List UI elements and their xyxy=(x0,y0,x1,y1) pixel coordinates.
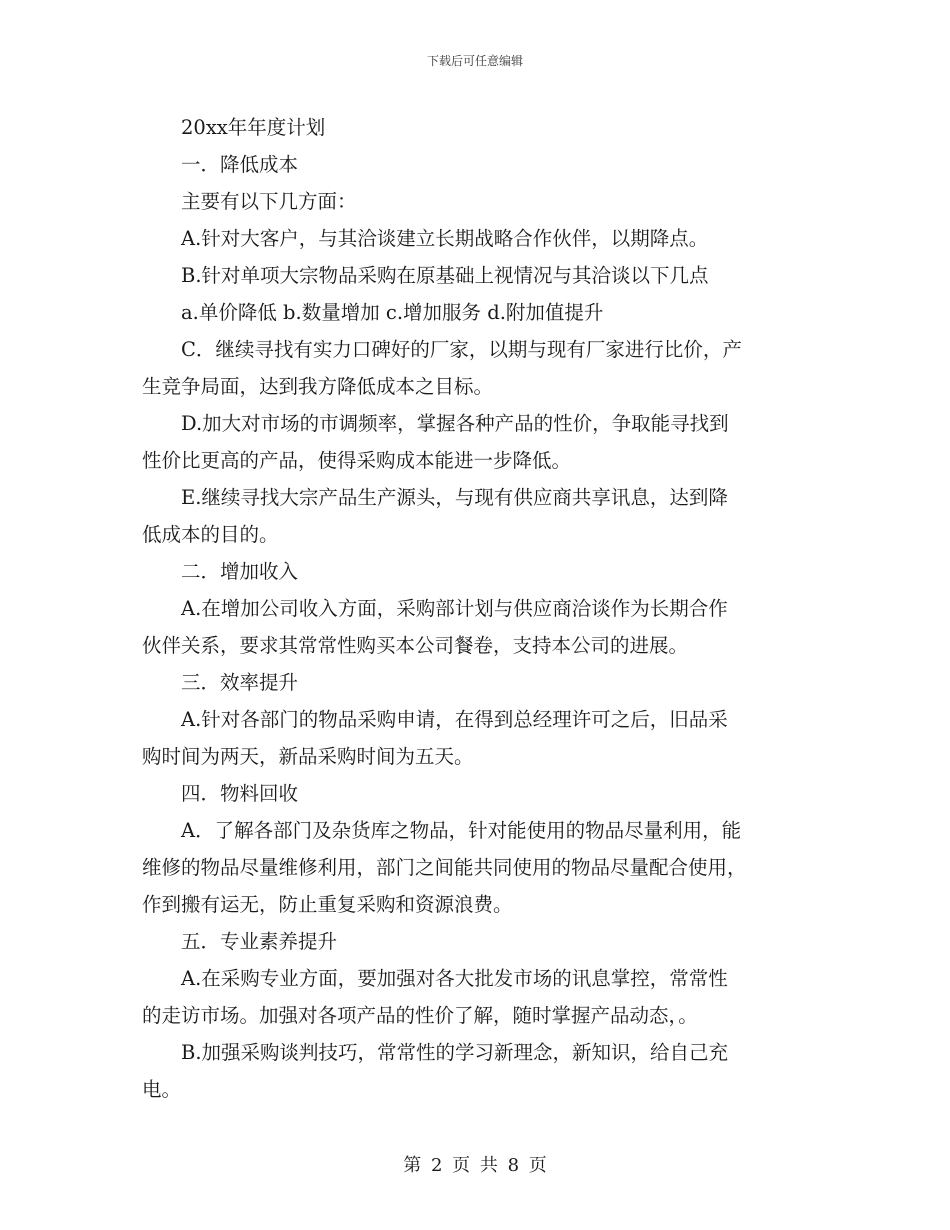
section-5-item-b xyxy=(142,1039,810,1103)
section-3-heading: 三．效率提升 xyxy=(181,671,299,694)
section-1-item-e xyxy=(142,484,810,548)
section-4-heading: 四．物料回收 xyxy=(181,782,299,805)
page-header: 下载后可任意编辑 xyxy=(426,54,523,68)
section-1-item-c-line-1: C．继续寻找有实力口碑好的厂家，以期与现有厂家进行比价，产 xyxy=(181,338,742,361)
section-1-item-a: A.针对大客户，与其洽谈建立长期战略合作伙伴，以期降点。 xyxy=(181,227,709,250)
section-2-item-a-line-1: A.在增加公司收入方面，采购部计划与供应商洽谈作为长期合作 xyxy=(181,597,728,620)
section-1-intro: 主要有以下几方面： xyxy=(181,190,357,213)
section-4-item-a-line-3: 作到搬有运无，防止重复采购和资源浪费。 xyxy=(142,893,513,916)
section-5-item-b-line-2: 电。 xyxy=(142,1078,182,1101)
section-1-item-d-line-2: 性价比更高的产品，使得采购成本能进一步降低。 xyxy=(142,449,572,472)
section-4-item-a-line-1: A．了解各部门及杂货库之物品，针对能使用的物品尽量利用，能 xyxy=(181,819,742,842)
section-1-item-e-line-2: 低成本的目的。 xyxy=(142,523,279,546)
section-1-item-c-line-2: 生竞争局面，达到我方降低成本之目标。 xyxy=(142,375,494,398)
section-3-item-a-line-2: 购时间为两天，新品采购时间为五天。 xyxy=(142,745,474,768)
page-footer: 第 2 页 共 8 页 xyxy=(403,1155,547,1176)
section-4-item-a-line-2: 维修的物品尽量维修利用，部门之间能共同使用的物品尽量配合使用， xyxy=(142,856,747,879)
section-1-item-b: B.针对单项大宗物品采购在原基础上视情况与其洽谈以下几点 xyxy=(181,264,709,287)
section-2-heading: 二．增加收入 xyxy=(181,560,299,583)
section-4-item-a xyxy=(142,817,810,918)
section-5-item-b-line-1: B.加强采购谈判技巧，常常性的学习新理念，新知识，给自己充 xyxy=(181,1041,729,1064)
section-1-item-e-line-1: E.继续寻找大宗产品生产源头，与现有供应商共享讯息，达到降 xyxy=(181,486,728,509)
section-2-item-a xyxy=(142,595,810,659)
section-5-item-a xyxy=(142,965,810,1029)
section-2-item-a-line-2: 伙伴关系，要求其常常性购买本公司餐卷，支持本公司的进展。 xyxy=(142,634,689,657)
section-5-item-a-line-2: 的走访市场。加强对各项产品的性价了解，随时掌握产品动态，。 xyxy=(142,1004,698,1027)
section-1-heading: 一．降低成本 xyxy=(181,153,299,176)
section-1-item-c xyxy=(142,336,810,400)
section-5-item-a-line-1: A.在采购专业方面，要加强对各大批发市场的讯息掌控，常常性 xyxy=(181,967,728,990)
document-title: 20xx年年度计划 xyxy=(181,116,326,139)
section-3-item-a-line-1: A.针对各部门的物品采购申请，在得到总经理许可之后，旧品采 xyxy=(181,708,728,731)
section-3-item-a xyxy=(142,706,810,770)
section-1-item-d xyxy=(142,410,810,474)
section-1-item-d-line-1: D.加大对市场的市调频率，掌握各种产品的性价，争取能寻找到 xyxy=(181,412,729,435)
document-body xyxy=(142,114,810,1113)
section-1-item-b-points: a.单价降低 b.数量增加 c.增加服务 d.附加值提升 xyxy=(181,301,604,324)
section-5-heading: 五．专业素养提升 xyxy=(181,930,338,953)
